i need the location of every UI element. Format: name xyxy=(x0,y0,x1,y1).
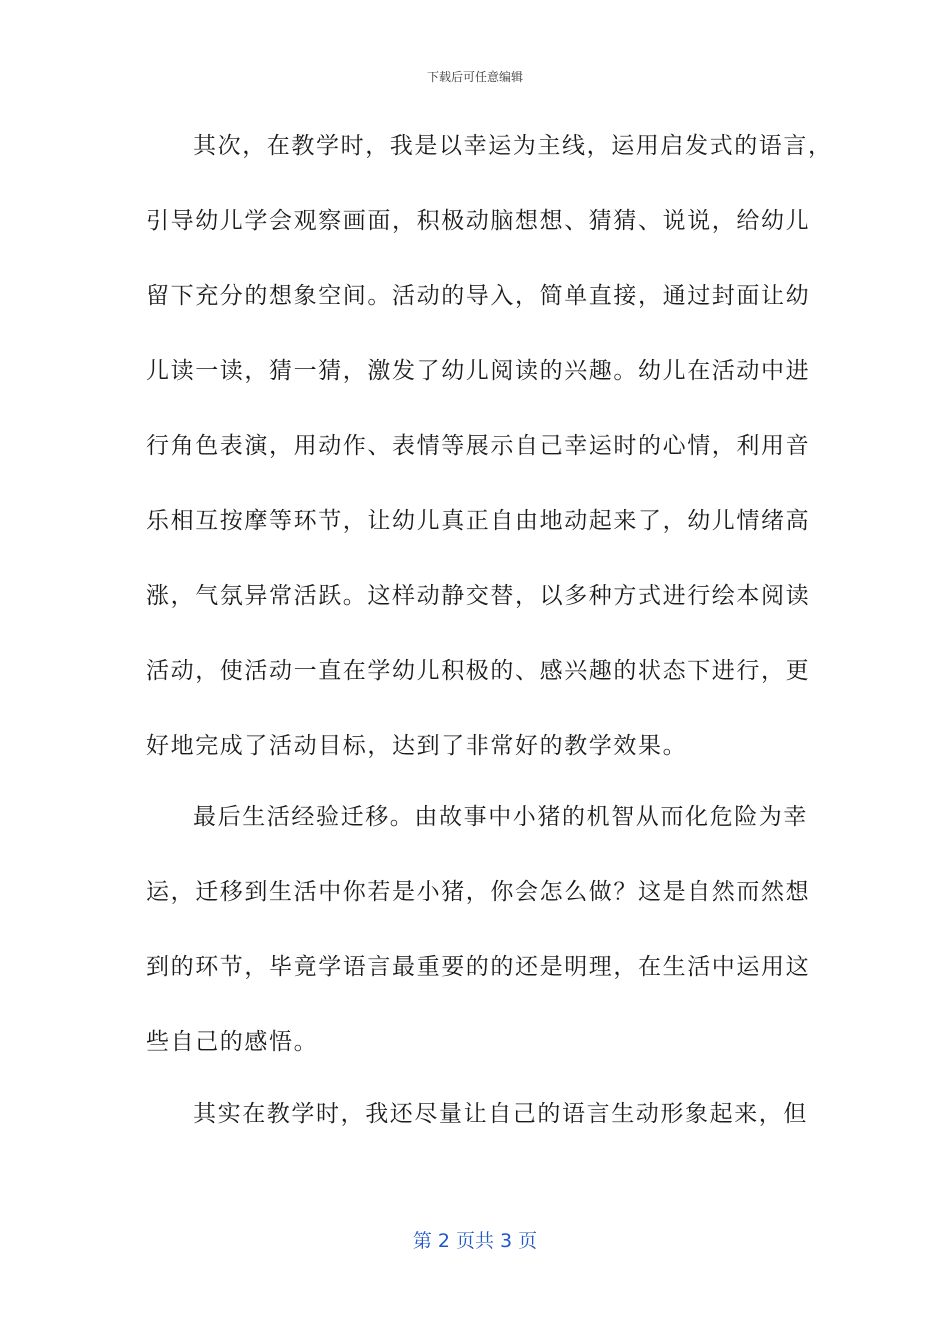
paragraph-line: 其实在教学时，我还尽量让自己的语言生动形象起来，但 xyxy=(193,1101,808,1127)
paragraph-line: 些自己的感悟。 xyxy=(146,1029,319,1055)
paragraph-line: 活动，使活动一直在学幼儿积极的、感兴趣的状态下进行，更 xyxy=(146,658,811,684)
paragraph-line: 留下充分的想象空间。活动的导入，简单直接，通过封面让幼 xyxy=(146,283,811,309)
paragraph-line: 乐相互按摩等环节，让幼儿真正自由地动起来了，幼儿情绪高 xyxy=(146,508,811,534)
paragraph-line: 儿读一读，猜一猜，激发了幼儿阅读的兴趣。幼儿在活动中进 xyxy=(146,358,811,384)
page-header-note: 下载后可任意编辑 xyxy=(426,70,523,84)
paragraph-line: 行角色表演，用动作、表情等展示自己幸运时的心情，利用音 xyxy=(146,433,811,459)
paragraph-line: 涨，气氛异常活跃。这样动静交替，以多种方式进行绘本阅读 xyxy=(146,583,811,609)
paragraph-line: 其次，在教学时，我是以幸运为主线，运用启发式的语言， xyxy=(193,133,833,159)
paragraph-line: 好地完成了活动目标，达到了非常好的教学效果。 xyxy=(146,733,688,759)
page-number-footer: 第 2 页共 3 页 xyxy=(412,1230,538,1252)
paragraph-line: 最后生活经验迁移。由故事中小猪的机智从而化危险为幸 xyxy=(193,804,808,830)
paragraph-line: 引导幼儿学会观察画面，积极动脑想想、猜猜、说说，给幼儿 xyxy=(146,208,811,234)
paragraph-line: 到的环节，毕竟学语言最重要的的还是明理，在生活中运用这 xyxy=(146,954,811,980)
paragraph-line: 运，迁移到生活中你若是小猪，你会怎么做？这是自然而然想 xyxy=(146,879,811,905)
